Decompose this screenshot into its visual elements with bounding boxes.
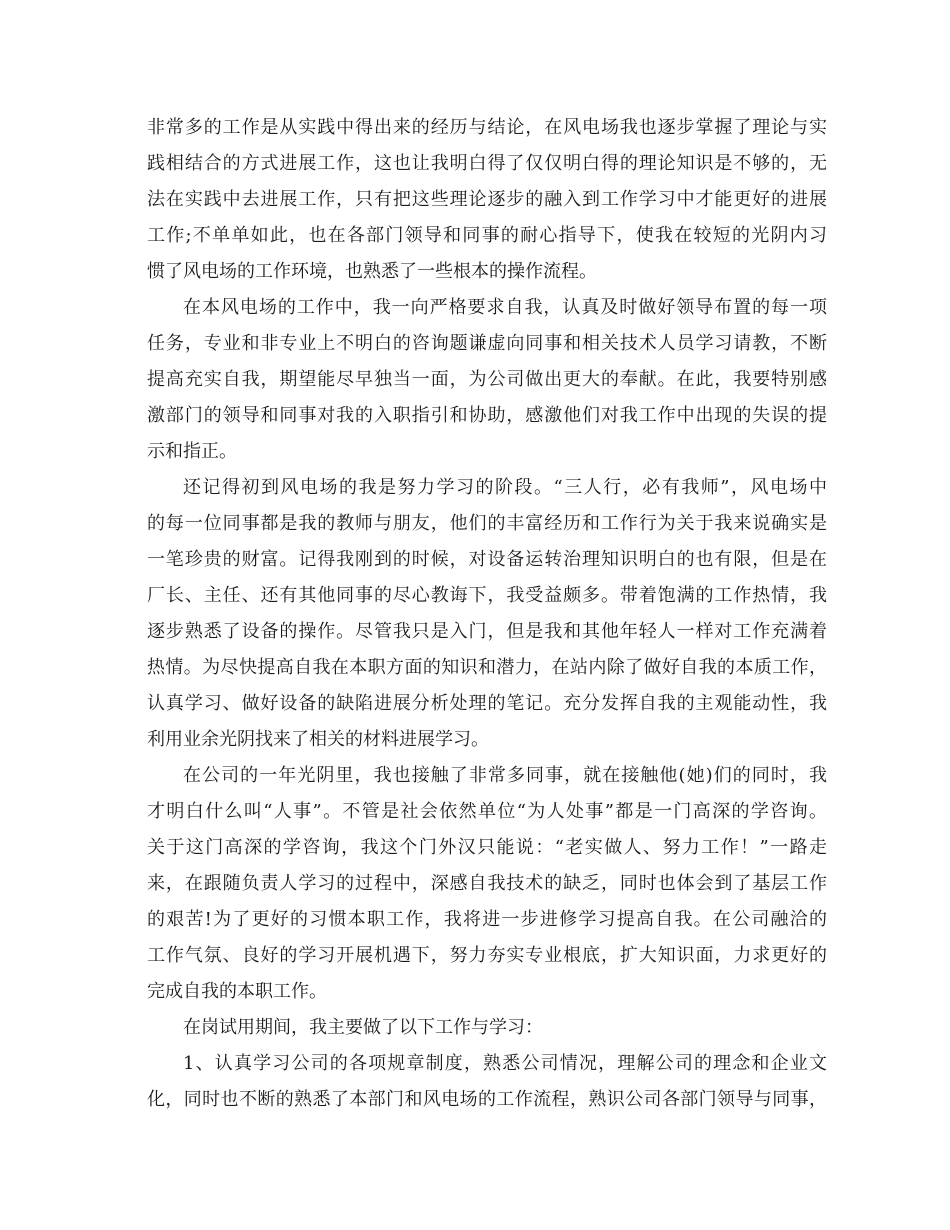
text-line: 才明白什么叫“人事”。不管是社会依然单位“为人处事”都是一门高深的学咨询。 <box>147 801 827 822</box>
text-line: 工作;不单单如此，也在各部门领导和同事的耐心指导下，使我在较短的光阴内习 <box>147 225 827 246</box>
paragraph-first-line: 还记得初到风电场的我是努力学习的阶段。“三人行，必有我师”，风电场中 <box>183 477 827 498</box>
text-line: 来，在跟随负责人学习的过程中，深感自我技术的缺乏，同时也体会到了基层工作 <box>147 873 827 894</box>
text-line: 惯了风电场的工作环境，也熟悉了一些根本的操作流程。 <box>147 261 597 282</box>
text-line: 的艰苦!为了更好的习惯本职工作，我将进一步进修学习提高自我。在公司融洽的 <box>147 909 827 930</box>
text-line: 厂长、主任、还有其他同事的尽心教诲下，我受益颇多。带着饱满的工作热情，我 <box>147 585 827 606</box>
list-item-first-line: 1、认真学习公司的各项规章制度，熟悉公司情况，理解公司的理念和企业文 <box>183 1053 827 1074</box>
text-line: 认真学习、做好设备的缺陷进展分析处理的笔记。充分发挥自我的主观能动性，我 <box>147 693 827 714</box>
text-line: 热情。为尽快提高自我在本职方面的知识和潜力，在站内除了做好自我的本质工作， <box>147 657 827 678</box>
paragraph-first-line: 在公司的一年光阴里，我也接触了非常多同事，就在接触他(她)们的同时，我 <box>183 765 827 786</box>
text-line: 完成自我的本职工作。 <box>147 981 327 1002</box>
text-line: 提高充实自我，期望能尽早独当一面，为公司做出更大的奉献。在此，我要特别感 <box>147 369 827 390</box>
text-line: 践相结合的方式进展工作，这也让我明白得了仅仅明白得的理论知识是不够的，无 <box>147 153 827 174</box>
text-line: 的每一位同事都是我的教师与朋友，他们的丰富经历和工作行为关于我来说确实是 <box>147 513 827 534</box>
text-line: 关于这门高深的学咨询，我这个门外汉只能说：“老实做人、努力工作！”一路走 <box>147 837 827 858</box>
text-line: 化，同时也不断的熟悉了本部门和风电场的工作流程，熟识公司各部门领导与同事， <box>147 1089 827 1110</box>
text-line: 利用业余光阴找来了相关的材料进展学习。 <box>147 729 489 750</box>
text-line: 法在实践中去进展工作，只有把这些理论逐步的融入到工作学习中才能更好的进展 <box>147 189 827 210</box>
paragraph-first-line: 在本风电场的工作中，我一向严格要求自我，认真及时做好领导布置的每一项 <box>183 297 827 318</box>
text-line: 非常多的工作是从实践中得出来的经历与结论，在风电场我也逐步掌握了理论与实 <box>147 117 827 138</box>
text-line: 逐步熟悉了设备的操作。尽管我只是入门，但是我和其他年轻人一样对工作充满着 <box>147 621 827 642</box>
paragraph-first-line: 在岗试用期间，我主要做了以下工作与学习： <box>183 1017 543 1038</box>
text-line: 一笔珍贵的财富。记得我刚到的时候，对设备运转治理知识明白的也有限，但是在 <box>147 549 827 570</box>
text-line: 工作气氛、良好的学习开展机遇下，努力夯实专业根底，扩大知识面，力求更好的 <box>147 945 827 966</box>
text-line: 示和指正。 <box>147 441 237 462</box>
text-line: 激部门的领导和同事对我的入职指引和协助，感激他们对我工作中出现的失误的提 <box>147 405 827 426</box>
text-line: 任务，专业和非专业上不明白的咨询题谦虚向同事和相关技术人员学习请教，不断 <box>147 333 827 354</box>
